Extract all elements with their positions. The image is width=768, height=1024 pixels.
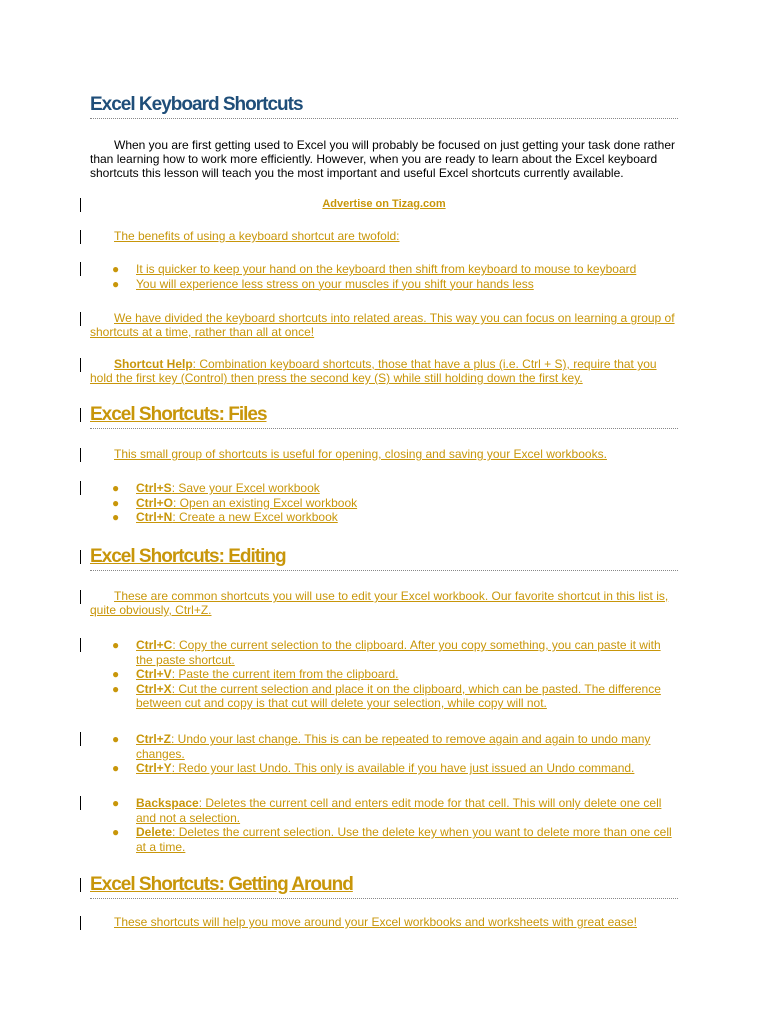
bullet-icon: ● — [112, 761, 120, 775]
text-cursor-marker — [80, 481, 81, 495]
benefits-list — [112, 262, 678, 291]
text-cursor-marker — [80, 408, 81, 422]
shortcut-help-paragraph[interactable] — [90, 357, 678, 385]
text-cursor-marker — [80, 638, 81, 652]
list-item[interactable]: ● You will experience less stress on your muscles if you shift your hands less — [112, 276, 534, 291]
text-cursor-marker — [80, 230, 81, 244]
editing-intro[interactable]: These are common shortcuts you will use to edit your Excel workbook. Our favorite shortcut in this list is, quite obviously, Ctrl+Z. — [90, 589, 669, 617]
text-cursor-marker — [80, 916, 81, 930]
text-cursor-marker — [80, 878, 81, 892]
list-item[interactable]: ● Ctrl+C: Copy the current selection to the clipboard. After you copy something, you can paste it with the paste shortcut. — [112, 638, 661, 667]
benefits-intro[interactable]: The benefits of using a keyboard shortcut are twofold: — [114, 229, 400, 243]
list-item[interactable]: ● Ctrl+Z: Undo your last change. This is can be repeated to remove again and again to undo many changes. — [112, 732, 651, 761]
list-item[interactable]: ● Backspace: Deletes the current cell and enters edit mode for that cell. This will only delete one cell and not a selection. — [112, 796, 662, 825]
files-heading[interactable]: Excel Shortcuts: Files — [90, 404, 678, 429]
files-shortcut-list — [112, 481, 678, 525]
getting-around-heading[interactable]: Excel Shortcuts: Getting Around — [90, 874, 678, 899]
files-intro[interactable]: This small group of shortcuts is useful for opening, closing and saving your Excel workbooks. — [114, 447, 607, 461]
text-cursor-marker — [80, 732, 81, 746]
bullet-icon: ● — [112, 276, 120, 291]
text-cursor-marker — [80, 198, 81, 212]
bullet-icon: ● — [112, 825, 120, 839]
bullet-icon: ● — [112, 796, 120, 810]
list-item[interactable]: ● Ctrl+N: Create a new Excel workbook — [112, 510, 338, 524]
page-title: Excel Keyboard Shortcuts — [90, 94, 678, 119]
getting-around-intro[interactable]: These shortcuts will help you move around your Excel workbooks and worksheets with great ease! — [114, 915, 637, 929]
text-cursor-marker — [80, 312, 81, 326]
list-item[interactable]: ● Ctrl+X: Cut the current selection and place it on the clipboard, which can be pasted. The difference between cut and copy is that cut will delete your selection, while copy will not. — [112, 681, 661, 710]
bullet-icon: ● — [112, 481, 120, 495]
bullet-icon: ● — [112, 495, 120, 510]
text-cursor-marker — [80, 262, 81, 276]
editing-list-clipboard — [112, 638, 678, 711]
editing-list-delete — [112, 796, 678, 854]
editing-heading[interactable]: Excel Shortcuts: Editing — [90, 546, 678, 571]
shortcut-help-label: Shortcut Help — [114, 357, 193, 371]
list-item[interactable]: ● Ctrl+Y: Redo your last Undo. This only is available if you have just issued an Undo command. — [112, 761, 635, 775]
list-item[interactable]: ● Ctrl+V: Paste the current item from the clipboard. — [112, 667, 399, 681]
text-cursor-marker — [80, 796, 81, 810]
bullet-icon: ● — [112, 262, 120, 276]
bullet-icon: ● — [112, 681, 120, 696]
list-item[interactable]: ● Ctrl+S: Save your Excel workbook — [112, 481, 320, 495]
list-item[interactable]: ● Ctrl+O: Open an existing Excel workbook — [112, 495, 358, 510]
editing-list-undo — [112, 732, 678, 776]
text-cursor-marker — [80, 358, 81, 372]
list-item[interactable]: ● Delete: Deletes the current selection. Use the delete key when you want to delete more than one cell at a time. — [112, 825, 672, 854]
bullet-icon: ● — [112, 638, 120, 652]
text-cursor-marker — [80, 590, 81, 604]
bullet-icon: ● — [112, 732, 120, 746]
text-cursor-marker — [80, 448, 81, 462]
list-item[interactable]: ● It is quicker to keep your hand on the keyboard then shift from keyboard to mouse to keyboard — [112, 262, 637, 276]
advertise-link[interactable]: Advertise on Tizag.com — [322, 198, 446, 210]
intro-paragraph: When you are first getting used to Excel you will probably be focused on just getting your task done rather than learning how to work more efficiently. However, when you are ready to learn about the Excel keyboard shortcuts this lesson will teach you the most important and useful Excel shortcuts currently available. — [90, 138, 675, 180]
bullet-icon: ● — [112, 510, 120, 524]
divided-paragraph[interactable]: We have divided the keyboard shortcuts into related areas. This way you can focus on learning a group of shortcuts at a time, rather than all at once! — [90, 311, 675, 339]
bullet-icon: ● — [112, 667, 120, 681]
text-cursor-marker — [80, 550, 81, 564]
shortcut-help-text: : Combination keyboard shortcuts, those that have a plus (i.e. Ctrl + S), require that you hold the first key (Control) then press the second key (S) while still holding down the first key. — [90, 357, 657, 385]
